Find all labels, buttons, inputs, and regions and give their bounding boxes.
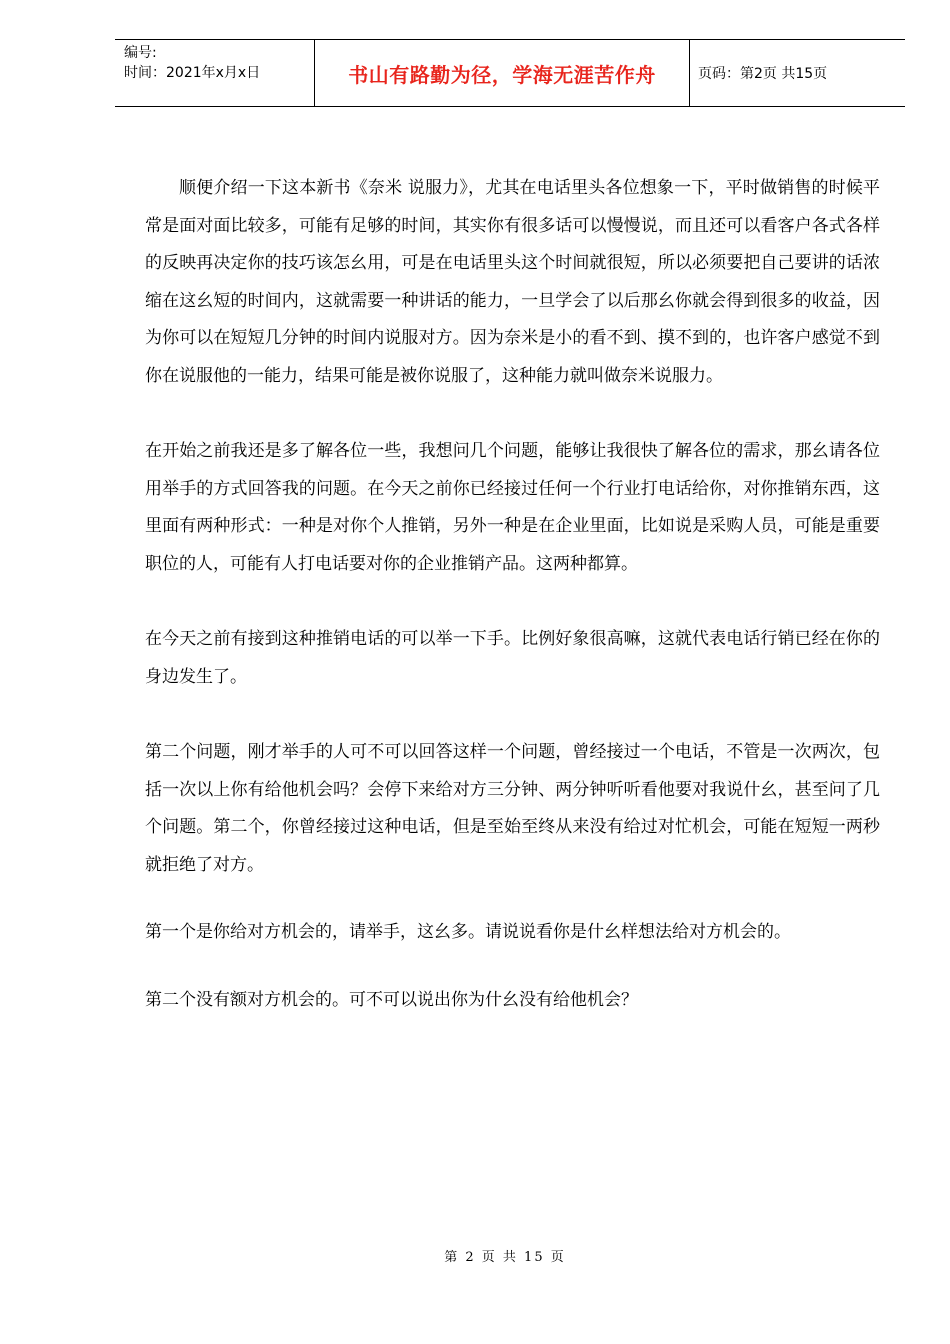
paragraph-1: 顺便介绍一下这本新书《奈米 说服力》，尤其在电话里头各位想象一下，平时做销售的时候平常是面对面比较多，可能有足够的时间，其实你有很多话可以慢慢说，而且还可以看客户各式各样的反映再决定你的技巧该怎幺用，可是在电话里头这个时间就很短，所以必须要把自己要讲的话浓缩在这幺短的时间内，这就需要一种讲话的能力，一旦学会了以后那幺你就会得到很多的收益，因为你可以在短短几分钟的时间内说服对方。因为奈米是小的看不到、摸不到的，也许客户感觉不到你在说服他的一能力，结果可能是被你说服了，这种能力就叫做奈米说服力。 [145, 178, 880, 386]
paragraph-gap [145, 583, 880, 621]
paragraph-6: 第二个没有额对方机会的。可不可以说出你为什幺没有给他机会？ [145, 989, 638, 1010]
paragraph-5: 第一个是你给对方机会的，请举手，这幺多。请说说看你是什幺样想法给对方机会的。 [145, 922, 791, 942]
header-motto: 书山有路勤为径，学海无涯苦作舟 [315, 40, 690, 106]
paragraph-4: 第二个问题，刚才举手的人可不可以回答这样一个问题，曾经接过一个电话，不管是一次两次，包括一次以上你有给他机会吗？会停下来给对方三分钟、两分钟听听看他要对我说什幺，甚至问了几个问题。第二个，你曾经接过这种电话，但是至始至终从来没有给过对忙机会，可能在短短一两秒就拒绝了对方。 [145, 742, 880, 875]
page-header [115, 39, 905, 107]
paragraph-gap [145, 395, 880, 433]
header-meta-cell [115, 40, 315, 106]
paragraph-3: 在今天之前有接到这种推销电话的可以举一下手。比例好象很高嘛，这就代表电话行销已经在你的身边发生了。 [145, 629, 880, 687]
number-label: 编号: [124, 45, 157, 61]
paragraph-gap [145, 696, 880, 734]
header-page-info: 页码：第2页 共15页 [698, 66, 828, 82]
page-footer: 第 2 页 共 15 页 [444, 1250, 566, 1265]
time-label: 时间：2021年x月x日 [124, 65, 261, 81]
document-body [145, 170, 880, 1019]
paragraph-2: 在开始之前我还是多了解各位一些，我想问几个问题，能够让我很快了解各位的需求，那幺请各位用举手的方式回答我的问题。在今天之前你已经接过任何一个行业打电话给你，对你推销东西，这里面有两种形式：一种是对你个人推销，另外一种是在企业里面，比如说是采购人员，可能是重要职位的人，可能有人打电话要对你的企业推销产品。这两种都算。 [145, 441, 880, 574]
paragraph-gap [145, 884, 880, 914]
paragraph-gap [145, 952, 880, 982]
